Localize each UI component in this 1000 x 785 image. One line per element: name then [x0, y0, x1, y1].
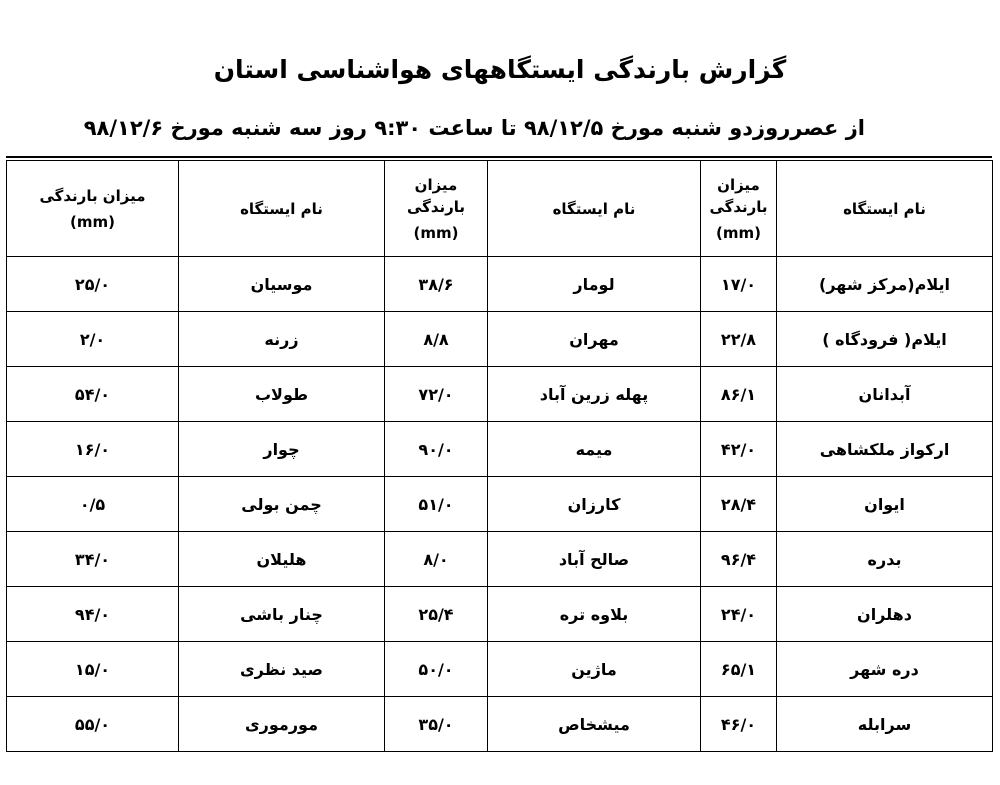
table-row: [7, 642, 993, 697]
station-name: میشخاص: [488, 697, 701, 752]
rainfall-value: ۳۸/۶: [385, 257, 488, 312]
station-name: کارزان: [488, 477, 701, 532]
station-name: ایلام(مرکز شهر): [777, 257, 993, 312]
report-title: گزارش بارندگی ایستگاههای هواشناسی استان: [213, 55, 787, 84]
header-station-2: نام ایستگاه: [488, 161, 701, 257]
rainfall-table: [6, 160, 993, 752]
station-name: هلیلان: [179, 532, 385, 587]
rainfall-value: ۳۴/۰: [7, 532, 179, 587]
rainfall-value: ۱۶/۰: [7, 422, 179, 477]
rainfall-value: ۹۰/۰: [385, 422, 488, 477]
rainfall-value: ۰/۵: [7, 477, 179, 532]
station-name: ماژین: [488, 642, 701, 697]
top-rule: [6, 156, 992, 158]
rainfall-value: ۸/۰: [385, 532, 488, 587]
header-station-3: نام ایستگاه: [179, 161, 385, 257]
station-name: صید نظری: [179, 642, 385, 697]
rainfall-value: ۲۸/۴: [701, 477, 777, 532]
header-rainfall-3: میزان بارندگی (mm): [7, 161, 179, 257]
rainfall-value: ۲/۰: [7, 312, 179, 367]
rainfall-value: ۲۲/۸: [701, 312, 777, 367]
report-period: از عصرروزدو شنبه مورخ ۹۸/۱۲/۵ تا ساعت ۹:۳۰ روز سه شنبه مورخ ۹۸/۱۲/۶: [83, 116, 865, 140]
header-station-1: نام ایستگاه: [777, 161, 993, 257]
rainfall-value: ۴۲/۰: [701, 422, 777, 477]
rainfall-value: ۳۵/۰: [385, 697, 488, 752]
rainfall-value: ۵۱/۰: [385, 477, 488, 532]
station-name: سرابله: [777, 697, 993, 752]
station-name: مهران: [488, 312, 701, 367]
station-name: چنار باشی: [179, 587, 385, 642]
table-row: [7, 367, 993, 422]
rainfall-value: ۸۶/۱: [701, 367, 777, 422]
table-row: [7, 312, 993, 367]
station-name: بدره: [777, 532, 993, 587]
station-name: ایوان: [777, 477, 993, 532]
station-name: پهله زرین آباد: [488, 367, 701, 422]
station-name: چمن بولی: [179, 477, 385, 532]
station-name: طولاب: [179, 367, 385, 422]
rainfall-value: ۹۴/۰: [7, 587, 179, 642]
rainfall-value: ۲۵/۰: [7, 257, 179, 312]
station-name: مورموری: [179, 697, 385, 752]
rainfall-value: ۵۵/۰: [7, 697, 179, 752]
station-name: لومار: [488, 257, 701, 312]
rainfall-value: ۲۵/۴: [385, 587, 488, 642]
station-name: زرنه: [179, 312, 385, 367]
rainfall-value: ۲۴/۰: [701, 587, 777, 642]
rainfall-value: ۱۷/۰: [701, 257, 777, 312]
station-name: دهلران: [777, 587, 993, 642]
station-name: موسیان: [179, 257, 385, 312]
header-rainfall-1: میزان بارندگی (mm): [701, 161, 777, 257]
rainfall-value: ۸/۸: [385, 312, 488, 367]
station-name: بلاوه تره: [488, 587, 701, 642]
rainfall-value: ۵۴/۰: [7, 367, 179, 422]
rainfall-value: ۶۵/۱: [701, 642, 777, 697]
station-name: چوار: [179, 422, 385, 477]
station-name: دره شهر: [777, 642, 993, 697]
station-name: میمه: [488, 422, 701, 477]
station-name: آبدانان: [777, 367, 993, 422]
table-row: [7, 587, 993, 642]
station-name: ارکواز ملکشاهی: [777, 422, 993, 477]
station-name: صالح آباد: [488, 532, 701, 587]
rainfall-value: ۴۶/۰: [701, 697, 777, 752]
table-row: [7, 422, 993, 477]
table-row: [7, 477, 993, 532]
table-row: [7, 532, 993, 587]
rainfall-value: ۵۰/۰: [385, 642, 488, 697]
rainfall-value: ۱۵/۰: [7, 642, 179, 697]
rainfall-value: ۷۲/۰: [385, 367, 488, 422]
rainfall-value: ۹۶/۴: [701, 532, 777, 587]
table-row: [7, 697, 993, 752]
table-row: [7, 257, 993, 312]
header-rainfall-2: میزان بارندگی (mm): [385, 161, 488, 257]
station-name: ایلام( فرودگاه ): [777, 312, 993, 367]
table-header-row: [7, 161, 993, 257]
